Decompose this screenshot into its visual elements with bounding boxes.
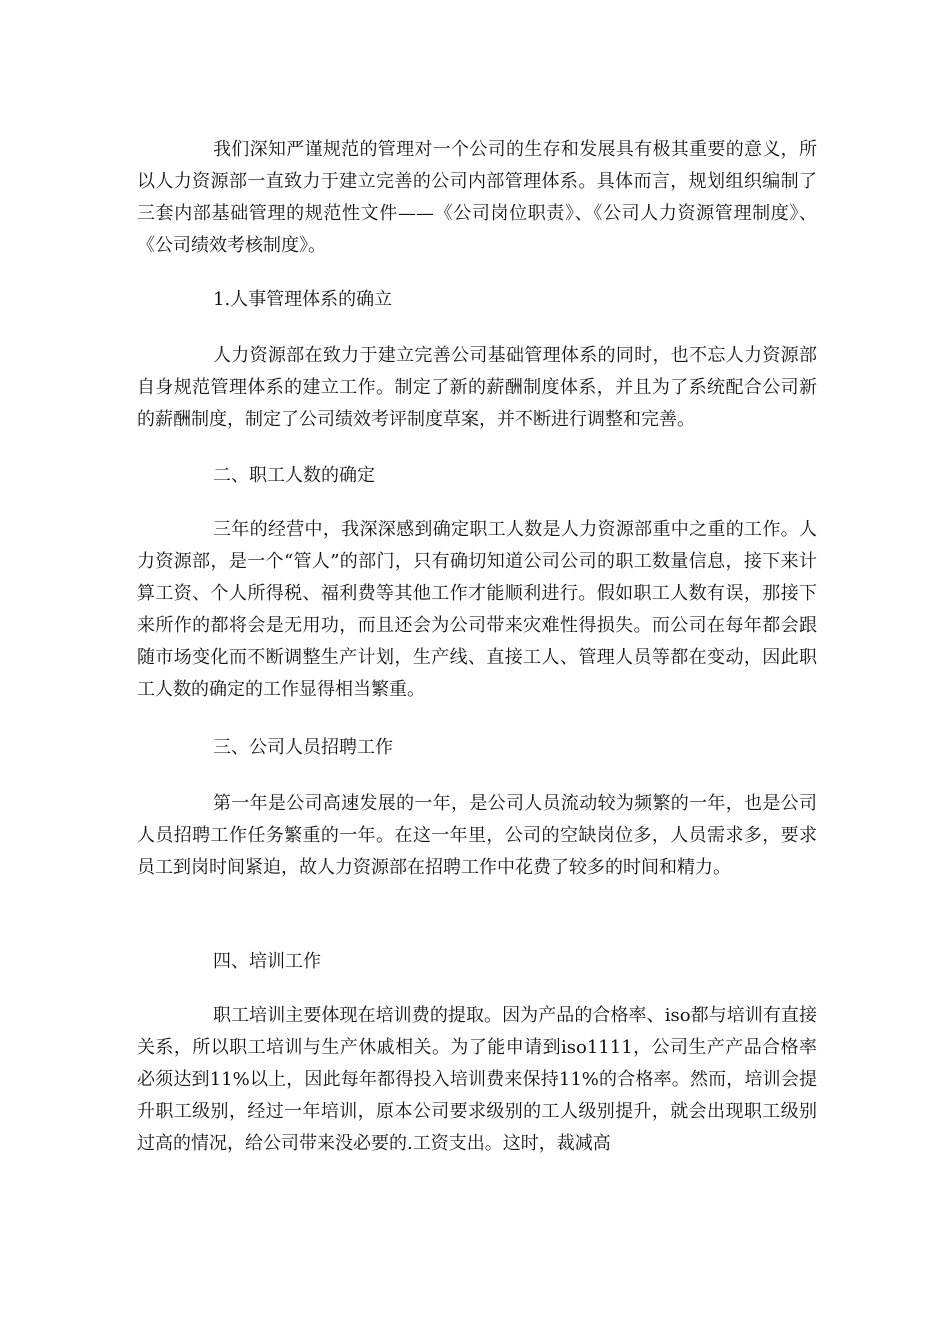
heading-training: 四、培训工作 — [213, 951, 321, 972]
paragraph-management-system-intro: 我们深知严谨规范的管理对一个公司的生存和发展具有极其重要的意义，所以人力资源部一直致力于建立完善的公司内部管理体系。具体而言，规划组织编制了三套内部基础管理的规范性文件——《公司岗位职责》、《公司人力资源管理制度》、《公司绩效考核制度》。 — [137, 139, 817, 256]
heading-recruitment: 三、公司人员招聘工作 — [213, 737, 393, 758]
paragraph-staff-count: 三年的经营中，我深深感到确定职工人数是人力资源部重中之重的工作。人力资源部，是一个“管人”的部门，只有确切知道公司公司的职工数量信息，接下来计算工资、个人所得税、福利费等其他工作才能顺利进行。假如职工人数有误，那接下来所作的都将会是无用功，而且还会为公司带来灾难性得损失。而公司在每年都会跟随市场变化而不断调整生产计划，生产线、直接工人、管理人员等都在变动，因此职工人数的确定的工作显得相当繁重。 — [137, 519, 817, 700]
paragraph-recruitment: 第一年是公司高速发展的一年，是公司人员流动较为频繁的一年，也是公司人员招聘工作任务繁重的一年。在这一年里，公司的空缺岗位多，人员需求多，要求员工到岗时间紧迫，故人力资源部在招聘工作中花费了较多的时间和精力。 — [137, 793, 817, 878]
heading-personnel-management-system: 1.人事管理体系的确立 — [213, 289, 393, 310]
heading-staff-count: 二、职工人数的确定 — [213, 465, 375, 486]
paragraph-training: 职工培训主要体现在培训费的提取。因为产品的合格率、iso都与培训有直接关系，所以职工培训与生产休戚相关。为了能申请到iso1111，公司生产产品合格率必须达到11%以上，因此每年都得投入培训费来保持11%的合格率。然而，培训会提升职工级别，经过一年培训，原本公司要求级别的工人级别提升，就会出现职工级别过高的情况，给公司带来没必要的.工资支出。这时，裁减高 — [137, 1005, 817, 1154]
paragraph-hr-self-management: 人力资源部在致力于建立完善公司基础管理体系的同时，也不忘人力资源部自身规范管理体系的建立工作。制定了新的薪酬制度体系，并且为了系统配合公司新的薪酬制度，制定了公司绩效考评制度草案，并不断进行调整和完善。 — [137, 345, 817, 430]
